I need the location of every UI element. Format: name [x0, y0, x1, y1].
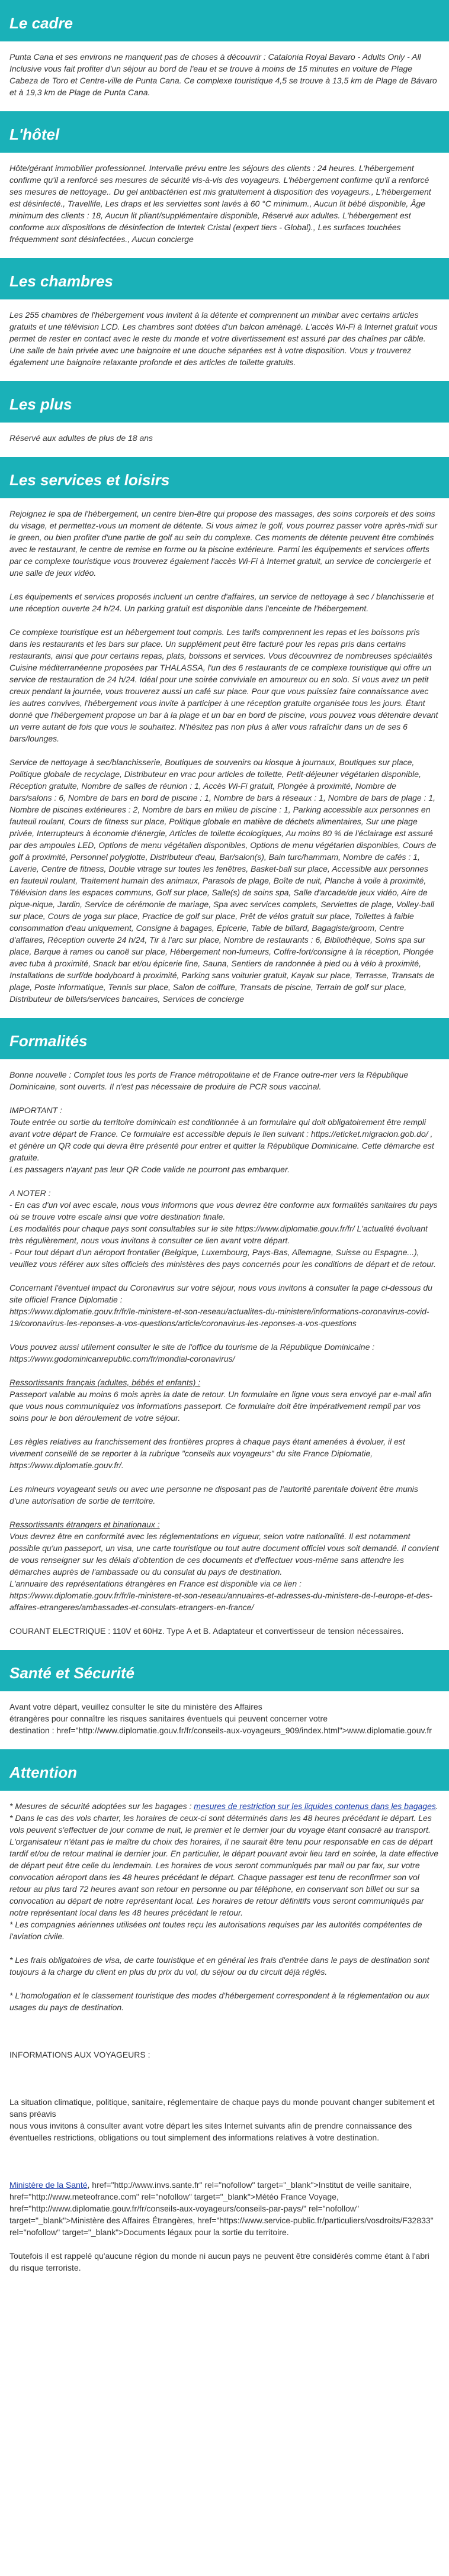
section-services-content: [0, 498, 449, 1018]
attention-paragraph: [9, 1800, 440, 1942]
section-chambres-content: [0, 299, 449, 381]
services-paragraph: Ce complexe touristique est un hébergement tout compris. Les tarifs comprennent les repas et les boissons pris dans les restaurants et les bars sur place. Un supplément peut être facturé pour les repas pris dans certains restaurants, ainsi que pour certains repas, plats, boissons et services. Vous découvrirez de nombreuses spécialités Cuisine méditerranéenne proposées par THALASSA, l'un des 6 restaurants de ce complexe touristique qui offre un service de restauration de 24 h/24. Idéal pour une soirée conviviale en amoureux ou en solo. Si vous avez un petit creux pendant la journée, vous trouverez aussi un café sur place. Pour que vous puissiez faire connaissance avec les autres convives, l'hébergement vous invite à participer à une réception gratuite organisée tous les jours. Étant donné que l'hébergement propose un bar à la plage et un bar en bord de piscine, vous pouvez vous détendre devant un verre autant de fois que vous le souhaitez. N'hésitez pas non plus à aller vous rafraîchir dans un de ses 6 bars/lounges.: [9, 627, 438, 743]
section-formalites-title: Formalités: [0, 1018, 449, 1059]
chambres-paragraph: Les 255 chambres de l'hébergement vous invitent à la détente et comprennent un minibar avec certains articles gratuits et une télévision LCD. Les chambres sont dotées d'un balcon aménagé. L'accès Wi-Fi à Internet gratuit vous permet de rester en contact avec le reste du monde et votre divertissement est assuré par des chaînes par câble. Une salle de bain privée avec une baignoire et une douche séparées est à votre disposition. Vous y trouverez également une baignoire relaxante profonde et des articles de toilette gratuits.: [9, 310, 438, 367]
section-plus-content: [0, 423, 449, 457]
attention-lead: * Mesures de sécurité adoptées sur les bagages :: [9, 1801, 194, 1811]
services-amenities-list: Service de nettoyage à sec/blanchisserie, Boutiques de souvenirs ou kiosque à journaux, Boutiques sur place, Politique globale de recyclage, Distributeur en vrac pour articles de toilette, Petit-déjeuner végétarien disponible, Réception gratuite, Nombre de salles de réunion : 1, Accès Wi-Fi gratuit, Plongée à proximité, Nombre de bars/salons : 6, Nombre de bars en bord de piscine : 1, Nombre de bars à réseaux : 1, Nombre de bars de plage : 1, Nombre de piscines extérieures : 2, Nombre de bars en milieu de piscine : 1, Parking accessible aux personnes en fauteuil roulant, Cours de fitness sur place, Politique globale en matière de déchets alimentaires, Sur une plage privée, Interrupteurs à économie d'énergie, Articles de toilette écologiques, Au moins 80 % de l'éclairage est assuré par des ampoules LED, Options de menu végétalien disponibles, Options de menu végétarien disponibles, Cours de golf à proximité, Personnel polyglotte, Distributeur d'eau, Bar/salon(s), Bain turc/hammam, Nombre de cafés : 1, Laverie, Centre de fitness, Double vitrage sur toutes les fenêtres, Basket-ball sur place, Accessible aux personnes en fauteuil roulant, Traitement humain des animaux, Parasols de plage, Boîte de nuit, Planche à voile à proximité, Télévision dans les espaces communs, Golf sur place, Salle(s) de soins spa, Salle d'arcade/de jeux vidéo, Aire de pique-nique, Jardin, Service de cérémonie de mariage, Spa avec services complets, Serviettes de plage, Volley-ball sur place, Cours de yoga sur place, Practice de golf sur place, Prêt de vélos gratuit sur place, Toilettes à faible consommation d'eau uniquement, Consigne à bagages, Épicerie, Table de billard, Bagagiste/groom, Centre d'affaires, Réception ouverte 24 h/24, Tir à l'arc sur place, Nombre de restaurants : 6, Bibliothèque, Soins spa sur place, Barque à rames ou canoë sur place, Hébergement non-fumeurs, Coffre-fort/consigne à la réception, Plongée avec tuba à proximité, Snack bar et/ou épicerie fine, Sauna, Sentiers de randonnée à pied ou à vélo à proximité, Installations de surf/de bodyboard à proximité, Parking sans voiturier gratuit, Kayak sur place, Terrasse, Transats de plage, Poste informatique, Tennis sur place, Salon de coiffure, Transats de piscine, Terrain de golf sur place, Distributeur de billets/services bancaires, Services de concierge: [9, 757, 437, 1004]
attention-terrorism: Toutefois il est rappelé qu'aucune région du monde ni aucun pays ne peuvent être considérés comme étant à l'abri du risque terroriste.: [9, 2251, 429, 2272]
formalites-minors: Les mineurs voyageant seuls ou avec une personne ne disposant pas de l'autorité parentale doivent être munis d'une autorisation de sortie de territoire.: [9, 1484, 418, 1505]
foreign-nationals-heading: Ressortissants étrangers et binationaux :: [9, 1520, 160, 1529]
formalites-foreign-nationals: [9, 1518, 440, 1613]
section-hotel-content: [0, 153, 449, 258]
section-formalites-content: [0, 1059, 449, 1650]
section-plus-title: Les plus: [0, 381, 449, 423]
section-cadre: [0, 0, 449, 111]
formalites-french-nationals: [9, 1376, 440, 1424]
section-cadre-title: Le cadre: [0, 0, 449, 41]
section-attention: [0, 1749, 449, 2287]
attention-links-text: , href="http://www.invs.sante.fr" rel="nofollow" target="_blank">Institut de veille sanitaire, href="http://www.meteofrance.com" rel="nofollow" target="_blank">Météo France Voyage, href="http://www.diplomatie.gouv.fr/fr/conseils-aux-voyageurs/conseils-par-pays/" rel="nofollow" target="_blank">Ministère des Affaires Étrangères, href="https://www.service-public.fr/particuliers/vosdroits/F32833" rel="nofollow" target="_blank">Documents légaux pour la sortie du territoire.: [9, 2180, 434, 2237]
section-hotel: [0, 111, 449, 258]
attention-links: [9, 2179, 440, 2238]
formalites-border-rules: Les règles relatives au franchissement des frontières propres à chaque pays étant amenées à évoluer, il est vivement conseillé de se reporter à la rubrique "conseils aux voyageurs" du site France Diplomatie, https://www.diplomatie.gouv.fr/.: [9, 1437, 405, 1470]
formalites-paragraph: Bonne nouvelle : Complet tous les ports de France métropolitaine et de France outre-mer vers la République Dominicaine, sont ouverts. Il n'est pas nécessaire de produire de PCR sous vaccinal.: [9, 1070, 409, 1091]
attention-visa-fees: * Les frais obligatoires de visa, de carte touristique et en général les frais d'entrée dans le pays de destination sont toujours à la charge du client en plus du prix du vol, du séjour ou du circuit déjà réglés.: [9, 1955, 429, 1977]
formalites-coronavirus: Concernant l'éventuel impact du Coronavirus sur votre séjour, nous vous invitons à consulter la page ci-dessous du site officiel France Diplomatie : https://www.diplomatie.gouv.fr/fr/le-ministere-et-son-reseau/actualites-du-ministere/informations-coronavirus-covid-19/coronavirus-les-reponses-a-vos-questions/article/coronavirus-les-reponses-a-vos-questions: [9, 1283, 432, 1328]
formalites-important: IMPORTANT : Toute entrée ou sortie du territoire dominicain est conditionnée à un formulaire qui doit obligatoirement être rempli avant votre départ de France. Ce formulaire est accessible depuis le lien suivant : https://eticket.migracion.gob.do/ , et génère un QR code qui devra être présenté pour entrer et quitter la République Dominicaine. Cette démarche est gratuite. Les passagers n'ayant pas leur QR Code valide ne pourront pas embarquer.: [9, 1105, 434, 1174]
foreign-nationals-text: Vous devrez être en conformité avec les réglementations en vigueur, selon votre nationalité. Il est notamment possible qu'un passeport, un visa, une carte touristique ou tout autre document officiel vous soit demandé. Il convient de vous renseigner sur les délais d'obtention de ces documents et d'effectuer vous-même sans attendre les démarches auprès de l'ambassade ou du consulat du pays de destination. L'annuaire des représentations étrangères en France est disponible via ce lien : https://www.diplomatie.gouv.fr/fr/le-ministere-et-son-reseau/annuaires-et-adresses-du-ministere-de-l-europe-et-des-affaires-etrangeres/ambassades-et-consulats-etrangers-en-france/: [9, 1532, 439, 1612]
plus-paragraph: Réservé aux adultes de plus de 18 ans: [9, 433, 153, 443]
section-hotel-title: L'hôtel: [0, 111, 449, 153]
section-chambres: [0, 258, 449, 381]
attention-tail: . * Dans le cas des vols charter, les horaires de ceux-ci sont déterminés dans les 48 heures précédant le départ. Les vols peuvent s'effectuer de jour comme de nuit, le premier et le dernier jour du voyage étant consacré au transport. L'organisateur n'étant pas le maître du choix des horaires, il ne saurait être tenu pour responsable en cas de départ tardif et/ou de retour matinal le dernier jour. En particulier, le départ pouvant avoir lieu tard en soirée, la date effective de départ peut être celle du lendemain. Les horaires de vous seront communiqués par mail ou par fax, sur votre convocation aéroport dans les 48 heures précédant le départ. Chaque passager est tenu de reconfirmer son vol retour au plus tard 72 heures avant son retour en personne ou par téléphone, en conservant son billet ou sur sa convocation au départ de notre représentant local. Les horaires de retour définitifs vous seront communiqués par notre représentant local dans les 48 heures précédant le retour. * Les compagnies aériennes utilisées ont toutes reçu les autorisations requises par les autorités compétentes de l'aviation civile.: [9, 1801, 439, 1941]
section-sante-content: [0, 1691, 449, 1749]
ministry-health-link[interactable]: Ministère de la Santé: [9, 2180, 88, 2190]
french-nationals-heading: Ressortissants français (adultes, bébés et enfants) :: [9, 1378, 201, 1387]
section-cadre-content: [0, 41, 449, 111]
formalites-tourism-office: Vous pouvez aussi utilement consulter le site de l'office du tourisme de la République Dominicaine : https://www.godominicanrepublic.com/fr/mondial-coronavirus/: [9, 1342, 375, 1363]
section-formalites: [0, 1018, 449, 1650]
section-services: [0, 457, 449, 1018]
formalites-electric-current: COURANT ELECTRIQUE : 110V et 60Hz. Type A et B. Adaptateur et convertisseur de tension nécessaires.: [9, 1626, 404, 1636]
cadre-paragraph: Punta Cana et ses environs ne manquent pas de choses à découvrir : Catalonia Royal Bavaro - Adults Only - All Inclusive vous fait profiter d'un séjour au bord de l'eau et se trouve à moins de 15 minutes en voiture de Plage Cabeza de Toro et Centre-ville de Punta Cana. Ce complexe touristique 4,5 se trouve à 13,5 km de Plage de Bávaro et à 19,3 km de Plage de Punta Cana.: [9, 52, 437, 97]
attention-info-heading: INFORMATIONS AUX VOYAGEURS :: [9, 2050, 150, 2059]
section-chambres-title: Les chambres: [0, 258, 449, 299]
section-plus: [0, 381, 449, 457]
attention-homologation: * L'homologation et le classement touristique des modes d'hébergement correspondent à la réglementation ou aux usages du pays de destination.: [9, 1991, 429, 2012]
attention-situation: La situation climatique, politique, sanitaire, réglementaire de chaque pays du monde pouvant changer subitement et sans préavis nous vous invitons à consulter avant votre départ les sites Internet suivants afin de prendre connaissance des éventuelles restrictions, obligations ou tout simplement des informations relatives à votre destination.: [9, 2097, 435, 2142]
sante-paragraph: Avant votre départ, veuillez consulter le site du ministère des Affaires étrangères pour connaître les risques sanitaires éventuels qui peuvent concerner votre destination : href="http://www.diplomatie.gouv.fr/fr/conseils-aux-voyageurs_909/index.html">www.diplomatie.gouv.fr: [9, 1702, 432, 1735]
section-sante-title: Santé et Sécurité: [0, 1650, 449, 1691]
section-attention-title: Attention: [0, 1749, 449, 1791]
hotel-paragraph: Hôte/gérant immobilier professionnel. Intervalle prévu entre les séjours des clients : 24 heures. L'hébergement confirme qu'il a renforcé ses mesures de sécurité vis-à-vis des voyageurs. L'hébergement confirme qu'il a renforcé ses mesures de nettoyage.. Du gel antibactérien est mis gratuitement à disposition des voyageurs., L'hébergement est désinfecté., Travellife, Les draps et les serviettes sont lavés à 60 °C minimum., Aucun lit bébé disponible, Âge minimum des clients : 18, Aucun lit pliant/supplémentaire disponible, Réservé aux adultes. L'hébergement est conforme aux dispositions de désinfection de Intertek Cristal (expert tiers - Global)., Les surfaces touchées fréquemment sont désinfectées., Aucun concierge: [9, 163, 431, 244]
services-paragraph: Les équipements et services proposés incluent un centre d'affaires, un service de nettoyage à sec / blanchisserie et une réception ouverte 24 h/24. Un parking gratuit est disponible dans l'enceinte de l'hébergement.: [9, 592, 434, 613]
section-services-title: Les services et loisirs: [0, 457, 449, 498]
services-paragraph: Rejoignez le spa de l'hébergement, un centre bien-être qui propose des massages, des soins corporels et des soins du visage, et permettez-vous un moment de détente. Si vous aimez le golf, vous pourrez passer votre après-midi sur le green, ou bien profiter d'une partie de golf au sein du complexe. Ces moments de détente peuvent être combinés avec le restaurant, le centre de remise en forme ou la piscine extérieure. Parmi les équipements et services offerts par ce complexe touristique vous trouverez également l'accès Wi-Fi à Internet gratuit, un service de conciergerie et une salle de jeux vidéo.: [9, 509, 438, 578]
section-attention-content: [0, 1791, 449, 2287]
formalites-a-noter: A NOTER : - En cas d'un vol avec escale, nous vous informons que vous devrez être conforme aux formalités sanitaires du pays où se trouve votre escale ainsi que votre destination finale. Les modalités pour chaque pays sont consultables sur le site https://www.diplomatie.gouv.fr/fr/ L'actualité évoluant très régulièrement, nous vous invitons à consulter ce lien avant votre départ. - Pour tout départ d'un aéroport frontalier (Belgique, Luxembourg, Pays-Bas, Allemagne, Suisse ou Espagne...), veuillez vous référer aux sites officiels des ministères des pays concernés pour les conditions de départ et de retour.: [9, 1188, 438, 1269]
section-sante: [0, 1650, 449, 1749]
french-nationals-text: Passeport valable au moins 6 mois après la date de retour. Un formulaire en ligne vous sera envoyé par e-mail afin que vous nous communiquiez vos informations passeport. Ce formulaire doit être impérativement rempli par vos soins pour le bon déroulement de votre séjour.: [9, 1389, 432, 1423]
liquids-restriction-link[interactable]: mesures de restriction sur les liquides contenus dans les bagages: [194, 1801, 436, 1811]
